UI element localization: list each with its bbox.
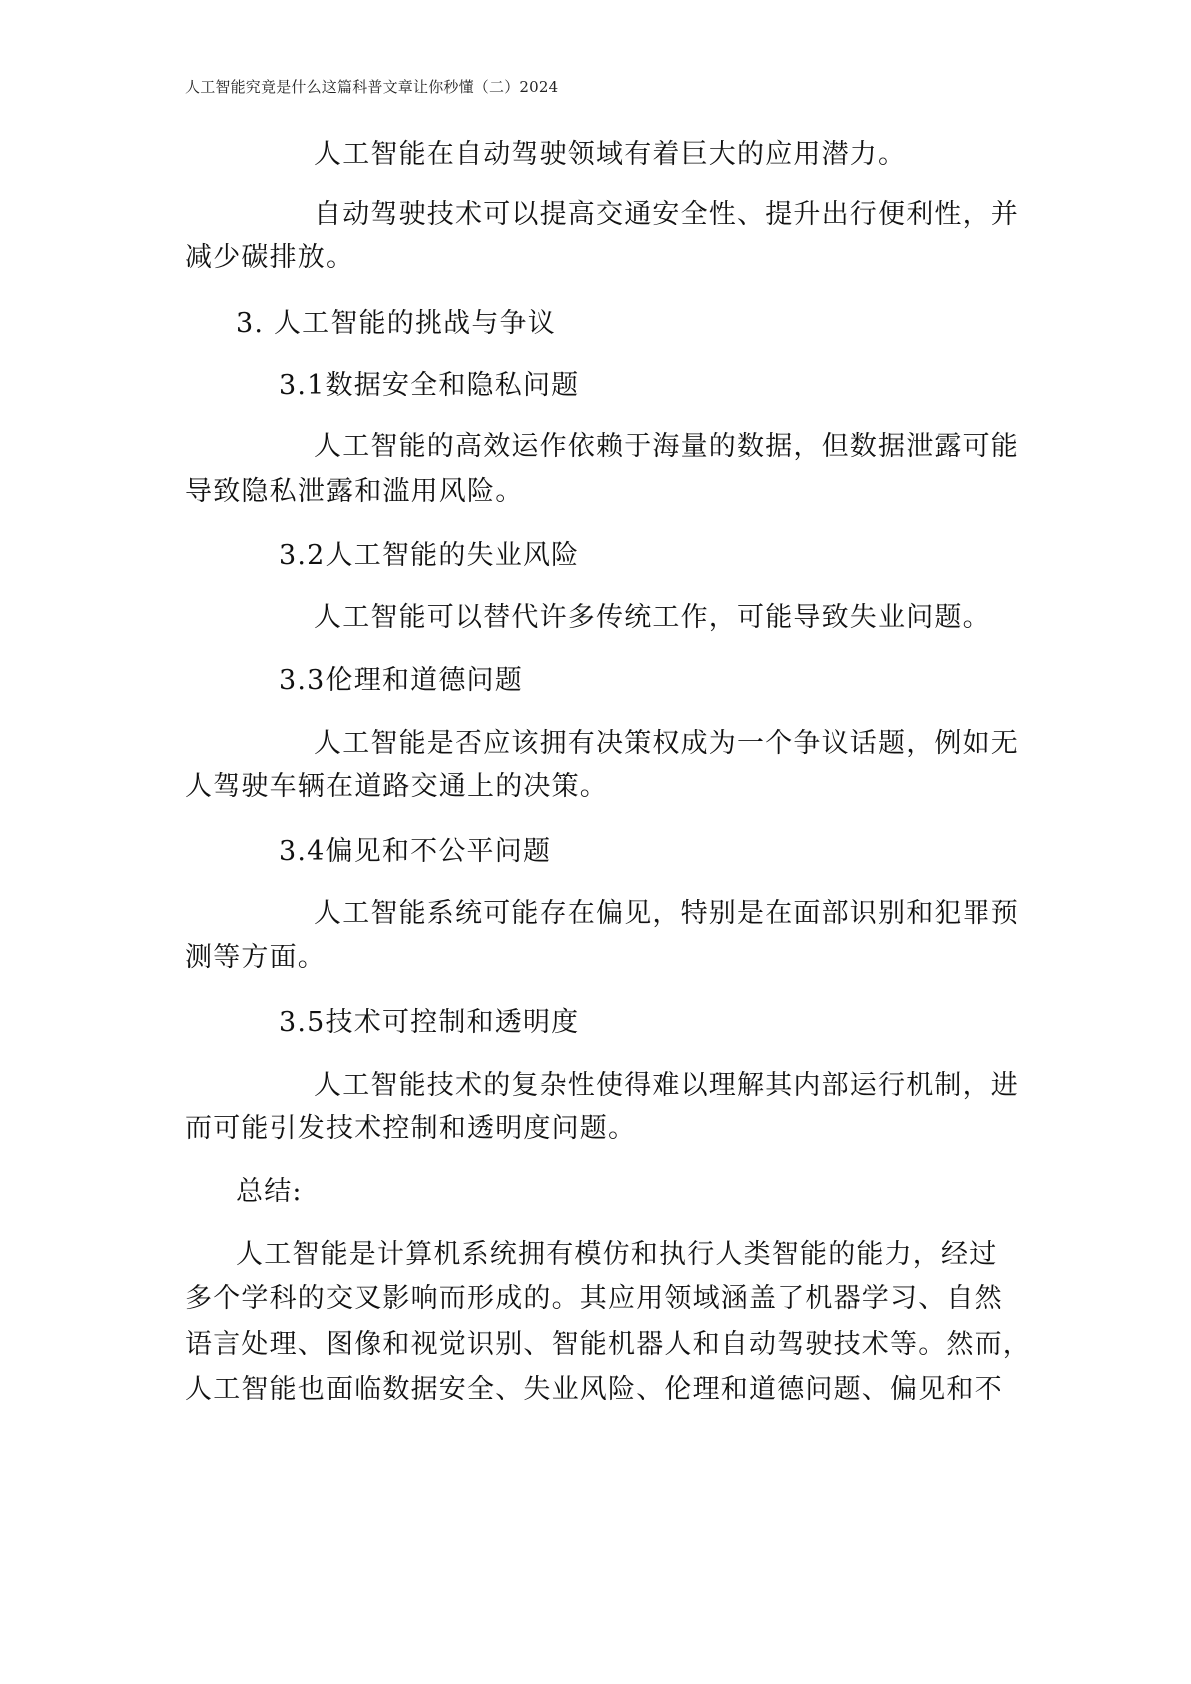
summary-line: 人工智能是计算机系统拥有模仿和执行人类智能的能力，经过 — [236, 1239, 998, 1270]
paragraph-line: 人工智能技术的复杂性使得难以理解其内部运行机制，进 — [314, 1070, 1019, 1101]
paragraph-line: 自动驾驶技术可以提高交通安全性、提升出行便利性，并 — [314, 199, 1019, 230]
subsection-heading: 3.5技术可控制和透明度 — [279, 1007, 580, 1038]
paragraph-line: 导致隐私泄露和滥用风险。 — [185, 476, 524, 507]
subsection-heading: 3.2人工智能的失业风险 — [279, 540, 580, 571]
paragraph-line: 人工智能在自动驾驶领域有着巨大的应用潜力。 — [314, 139, 907, 170]
subsection-heading: 3.1数据安全和隐私问题 — [279, 370, 580, 401]
summary-line: 多个学科的交叉影响而形成的。其应用领域涵盖了机器学习、自然 — [185, 1283, 1003, 1314]
section-heading: 3. 人工智能的挑战与争议 — [236, 308, 556, 339]
running-header: 人工智能究竟是什么这篇科普文章让你秒懂（二）2024 — [185, 78, 559, 96]
paragraph-line: 人工智能的高效运作依赖于海量的数据，但数据泄露可能 — [314, 431, 1019, 462]
subsection-heading: 3.4偏见和不公平问题 — [279, 836, 552, 867]
paragraph-line: 测等方面。 — [185, 942, 326, 973]
paragraph-line: 人工智能是否应该拥有决策权成为一个争议话题，例如无 — [314, 728, 1019, 759]
paragraph-line: 人工智能系统可能存在偏见，特别是在面部识别和犯罪预 — [314, 898, 1019, 929]
paragraph-line: 减少碳排放。 — [185, 242, 355, 273]
subsection-heading: 3.3伦理和道德问题 — [279, 665, 523, 696]
summary-line: 人工智能也面临数据安全、失业风险、伦理和道德问题、偏见和不 — [185, 1374, 1003, 1405]
summary-line: 语言处理、图像和视觉识别、智能机器人和自动驾驶技术等。然而， — [185, 1329, 1031, 1360]
paragraph-line: 而可能引发技术控制和透明度问题。 — [185, 1113, 637, 1144]
summary-heading: 总结: — [236, 1176, 303, 1207]
paragraph-line: 人工智能可以替代许多传统工作，可能导致失业问题。 — [314, 602, 991, 633]
paragraph-line: 人驾驶车辆在道路交通上的决策。 — [185, 771, 608, 802]
